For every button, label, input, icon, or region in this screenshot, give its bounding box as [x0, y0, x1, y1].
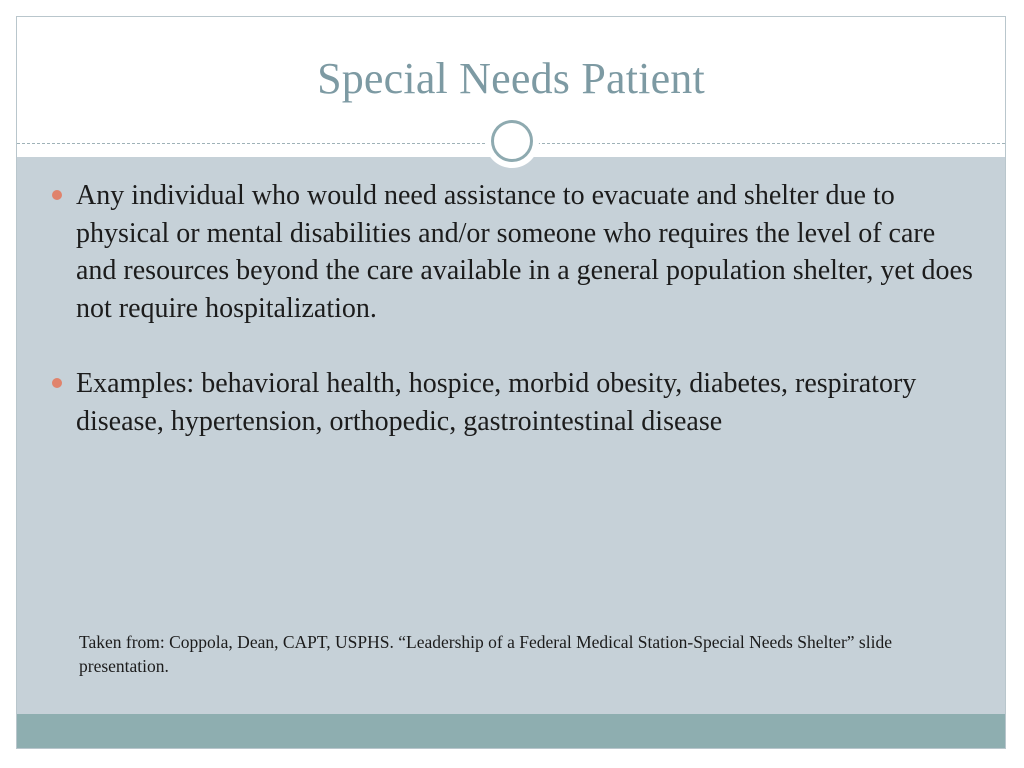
circle-ornament-icon [485, 114, 539, 168]
bullet-text: Any individual who would need assistance to evacuate and shelter due to physical or mental disabilities and/or someone who requires the level of care and resources beyond the care available in a general population shelter, yet does not require hospitalization. [76, 180, 973, 324]
bullet-dot-icon [52, 378, 62, 388]
slide-title: Special Needs Patient [317, 54, 705, 103]
bullet-item [75, 177, 975, 327]
content-area [17, 157, 1005, 716]
bullet-item [75, 365, 975, 440]
slide-frame [16, 16, 1006, 749]
bullet-dot-icon [52, 190, 62, 200]
ornament-ring [491, 120, 533, 162]
bullet-text: Examples: behavioral health, hospice, morbid obesity, diabetes, respiratory disease, hypertension, orthopedic, gastrointestinal disease [76, 368, 917, 437]
footer-bar [17, 714, 1005, 748]
bullet-list [75, 177, 975, 440]
citation-text: Taken from: Coppola, Dean, CAPT, USPHS. “Leadership of a Federal Medical Station-Special Needs Shelter” slide presentation. [79, 632, 892, 676]
